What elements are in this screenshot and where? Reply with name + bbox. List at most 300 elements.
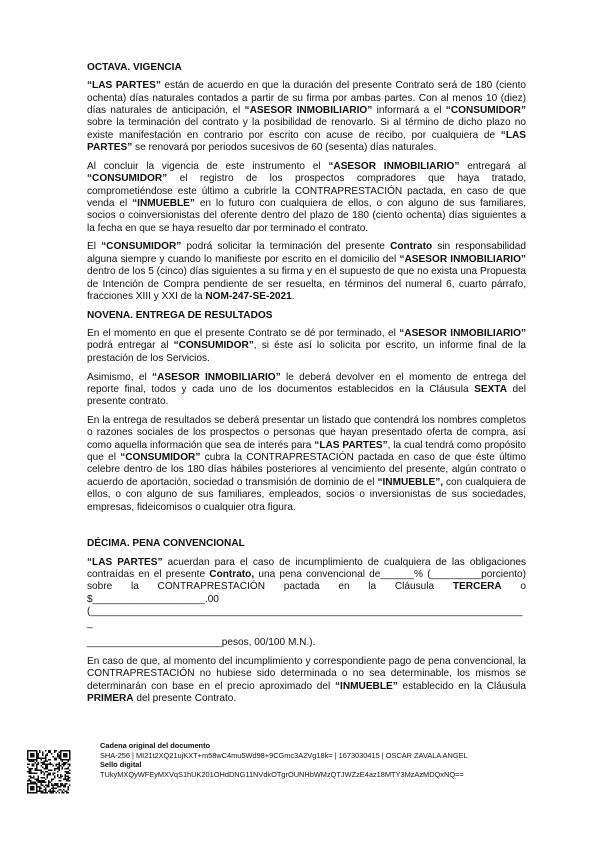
qr-module [32, 792, 34, 794]
text-run: En la entrega de resultados se deberá presentar un listado que contendrá los nombres completos o razones sociales de los prospectos o personas que hayan presentado oferta de compra, así como aquella información que sea de interés para [87, 415, 526, 451]
qr-module [65, 768, 67, 770]
qr-module [36, 765, 38, 767]
qr-module [41, 792, 43, 794]
bold-text: SEXTA [474, 383, 507, 395]
qr-module [62, 783, 64, 785]
qr-module [27, 789, 29, 791]
qr-module [30, 753, 32, 755]
bold-text: “LAS PARTES” [87, 129, 526, 154]
qr-module [50, 762, 52, 764]
qr-module [65, 756, 67, 758]
qr-module [60, 783, 62, 785]
qr-module [29, 760, 31, 762]
qr-module [60, 751, 62, 753]
qr-module [48, 750, 50, 752]
qr-module [41, 784, 43, 786]
qr-module [41, 777, 43, 779]
qr-module [47, 763, 49, 765]
clause-heading: OCTAVA. VIGENCIA [87, 62, 182, 73]
qr-module [65, 753, 67, 755]
qr-module [57, 768, 59, 770]
qr-module [36, 789, 38, 791]
qr-module [69, 753, 71, 755]
qr-module [42, 771, 44, 773]
qr-module [63, 778, 65, 780]
document-body [87, 62, 526, 712]
qr-module [60, 753, 62, 755]
qr-module [27, 753, 29, 755]
text-run: , la cual tendrá como propósito que el [87, 439, 527, 464]
qr-module [35, 768, 37, 770]
qr-module [51, 769, 53, 771]
qr-module [65, 759, 67, 761]
qr-module [56, 765, 58, 767]
qr-module [35, 759, 37, 761]
cadena-value: SHA-256 | MI21t2XQ21ujKXT+m58wC4mu5Wd98+9CGmc3A2Vg18k= | 1673030415 | OSCAR ZAVALA ANGEL [100, 750, 468, 760]
qr-module [53, 784, 55, 786]
qr-module [29, 792, 31, 794]
qr-module [59, 792, 61, 794]
qr-module [30, 781, 32, 783]
text-run: Al concluir la vigencia de este instrumento el [87, 160, 329, 172]
qr-module [65, 750, 67, 752]
qr-module [41, 765, 43, 767]
text-run: sobre la terminación del contrato y la posibilidad de renovarlo. Si al término de dicho plazo no existe manifestación en contrario por escrito con acuse de recibo, por cualquiera de [87, 117, 526, 141]
qr-module [59, 766, 61, 768]
qr-module [45, 756, 47, 758]
text-run: cubra la CONTRAPRESTACIÓN pactada en caso de que éste último celebre dentro de los 180 días hábiles posteriores al vencimiento del presente, algún contrato o acuerdo de aportación, sociedad o transmisión de dominio de el [87, 452, 526, 488]
clause-heading: NOVENA. ENTREGA DE RESULTADOS [87, 309, 273, 321]
qr-module [44, 777, 46, 779]
qr-module [66, 772, 68, 774]
qr-module [65, 777, 67, 779]
qr-module [29, 772, 31, 774]
text-run: sin responsabilidad alguna siempre y cuando lo manifieste por escrito en el domicilio del [87, 241, 526, 265]
bold-text: “ASESOR INMOBILIARIO” [399, 253, 526, 265]
qr-module [48, 786, 50, 788]
qr-module [32, 763, 34, 765]
qr-module [68, 771, 70, 773]
qr-module [33, 777, 35, 779]
qr-module [54, 759, 56, 761]
qr-module [41, 757, 43, 759]
qr-module [59, 777, 61, 779]
qr-module [27, 784, 29, 786]
text-run: informará a el [372, 105, 446, 117]
qr-module [47, 774, 49, 776]
qr-module [57, 786, 59, 788]
bold-text: “ASESOR INMOBILIARIO” [152, 371, 281, 383]
qr-module [29, 769, 31, 771]
qr-module [68, 750, 70, 752]
qr-module [65, 778, 67, 780]
qr-module [53, 778, 55, 780]
qr-module [54, 784, 56, 786]
qr-module [68, 760, 70, 762]
bold-text: “ASESOR INMOBILIARIO” [244, 105, 373, 117]
qr-module [42, 751, 44, 753]
qr-module [65, 783, 67, 785]
qr-module [42, 757, 44, 759]
qr-module [68, 759, 70, 761]
qr-module [60, 780, 62, 782]
qr-module [36, 763, 38, 765]
qr-module [32, 783, 34, 785]
qr-module [68, 778, 70, 780]
paragraph [87, 557, 526, 631]
text-run: entregará al [459, 160, 526, 172]
qr-module [47, 792, 49, 794]
bold-text: “INMUEBLE”, [377, 476, 444, 488]
qr-module [30, 771, 32, 773]
qr-module [57, 771, 59, 773]
qr-module [54, 787, 56, 789]
bold-text: “INMUEBLE” [334, 680, 398, 692]
qr-module [53, 789, 55, 791]
qr-module [33, 792, 35, 794]
qr-module [51, 792, 53, 794]
qr-module [35, 783, 37, 785]
qr-module [54, 772, 56, 774]
qr-module [48, 783, 50, 785]
qr-module [65, 762, 67, 764]
qr-module [69, 777, 71, 779]
qr-module [54, 775, 56, 777]
qr-module [29, 750, 31, 752]
qr-module [56, 763, 58, 765]
qr-module [60, 777, 62, 779]
qr-module [68, 789, 70, 791]
qr-module [45, 778, 47, 780]
qr-module [50, 792, 52, 794]
qr-module [68, 792, 70, 794]
qr-module [45, 784, 47, 786]
qr-module [32, 756, 34, 758]
qr-module [32, 765, 34, 767]
qr-module [44, 789, 46, 791]
qr-module [44, 760, 46, 762]
bold-text: “LAS PARTES” [87, 556, 163, 568]
qr-module [57, 754, 59, 756]
qr-module [36, 772, 38, 774]
text-run: establecido en la Cláusula [397, 680, 526, 692]
qr-module [45, 768, 47, 770]
qr-module [36, 757, 38, 759]
text-run: con cualquiera de ellos, o con alguno de sus familiares, empleados, socios o inversionistas de sus sociedades, empresas, fideicomisos o cualquier otra figura. [87, 476, 526, 513]
qr-module [66, 783, 68, 785]
qr-module [66, 750, 68, 752]
qr-module [63, 750, 65, 752]
qr-module [29, 778, 31, 780]
qr-module [36, 780, 38, 782]
qr-module [45, 792, 47, 794]
qr-module [44, 774, 46, 776]
qr-module [69, 765, 71, 767]
qr-module [50, 769, 52, 771]
qr-module [33, 753, 35, 755]
qr-module [69, 756, 71, 758]
qr-module [56, 783, 58, 785]
qr-module [45, 757, 47, 759]
qr-module [33, 775, 35, 777]
qr-module [56, 784, 58, 786]
qr-module [65, 771, 67, 773]
qr-module [36, 754, 38, 756]
text-run: dentro de los 5 (cinco) días siguientes a su firma y en el supuesto de que no exista una Propuesta de Intención de Compra pendiente de ser resuelta, en términos del numeral 6, cuarto párrafo, fracciones XIII y XXI de la [87, 266, 526, 302]
qr-module [47, 766, 49, 768]
qr-module [42, 754, 44, 756]
digital-signature-footer [100, 741, 468, 779]
text-run: acuerdan para el caso de incumplimiento de cualquiera de las obligaciones contraídas en el presente [87, 556, 526, 581]
qr-module [38, 780, 40, 782]
qr-module [33, 765, 35, 767]
qr-module [68, 766, 70, 768]
qr-module [30, 787, 32, 789]
qr-module [66, 771, 68, 773]
qr-module [36, 786, 38, 788]
qr-module [56, 757, 58, 759]
qr-module [35, 792, 37, 794]
qr-module [38, 769, 40, 771]
qr-module [48, 769, 50, 771]
qr-module [35, 762, 37, 764]
bold-text: “CONSUMIDOR” [101, 241, 182, 253]
qr-module [32, 789, 34, 791]
qr-module [65, 775, 67, 777]
qr-module [41, 781, 43, 783]
qr-module [60, 756, 62, 758]
qr-module [27, 750, 29, 752]
qr-module [53, 756, 55, 758]
text-run: . [291, 290, 295, 302]
qr-module [39, 780, 41, 782]
qr-module [39, 786, 41, 788]
qr-module [36, 768, 38, 770]
qr-module [68, 786, 70, 788]
qr-module [36, 759, 38, 761]
qr-module [39, 757, 41, 759]
qr-module [44, 762, 46, 764]
qr-module [68, 777, 70, 779]
qr-module [68, 772, 70, 774]
qr-module [69, 754, 71, 756]
text-run: se renovará por periodos sucesivos de 60 (sesenta) días naturales. [132, 142, 437, 154]
qr-module [60, 750, 62, 752]
qr-module [27, 786, 29, 788]
qr-module [51, 780, 53, 782]
qr-module [29, 783, 31, 785]
qr-module [57, 756, 59, 758]
qr-module [36, 751, 38, 753]
qr-module [32, 777, 34, 779]
qr-module [62, 750, 64, 752]
qr-module [39, 750, 41, 752]
qr-module [65, 754, 67, 756]
qr-module [66, 759, 68, 761]
qr-module [60, 775, 62, 777]
text-run: están de acuerdo en que la duración del presente Contrato será de 180 (ciento ochenta) días naturales contados a partir de su firma por ambas partes. Con al menos 10 (diez) días naturales de anticipación, el [87, 80, 527, 117]
qr-module [62, 759, 64, 761]
qr-module [45, 781, 47, 783]
qr-module [47, 768, 49, 770]
qr-module [33, 787, 35, 789]
qr-module [54, 783, 56, 785]
qr-module [56, 768, 58, 770]
qr-module [69, 759, 71, 761]
qr-module [29, 759, 31, 761]
qr-module [30, 760, 32, 762]
qr-module [33, 754, 35, 756]
qr-module [63, 765, 65, 767]
qr-module [63, 789, 65, 791]
qr-module [39, 789, 41, 791]
text-run: podrá entregar al [87, 340, 174, 352]
bold-text: NOM-247-SE-2021 [205, 290, 292, 302]
qr-module [32, 760, 34, 762]
qr-module [60, 786, 62, 788]
qr-module [65, 786, 67, 788]
qr-module [66, 762, 68, 764]
qr-module [63, 756, 65, 758]
qr-module [30, 792, 32, 794]
qr-module [42, 784, 44, 786]
qr-module [50, 789, 52, 791]
qr-module [27, 783, 29, 785]
qr-module [62, 760, 64, 762]
paragraph [87, 328, 526, 365]
qr-module [56, 759, 58, 761]
qr-module [66, 753, 68, 755]
qr-module [62, 763, 64, 765]
qr-module [45, 789, 47, 791]
qr-module [32, 787, 34, 789]
qr-module [66, 792, 68, 794]
paragraph [87, 241, 526, 303]
qr-module [38, 778, 40, 780]
qr-module [33, 763, 35, 765]
bold-text: “LAS PARTES” [87, 80, 161, 92]
cadena-label: Cadena original del documento [100, 740, 211, 750]
qr-module [63, 786, 65, 788]
clause-heading: DÉCIMA. PENA CONVENCIONAL [87, 538, 245, 550]
qr-module [33, 759, 35, 761]
qr-module [68, 780, 70, 782]
qr-module [50, 781, 52, 783]
qr-module [57, 753, 59, 755]
text-run: del presente Contrato. [133, 693, 237, 705]
qr-module [50, 759, 52, 761]
qr-module [60, 774, 62, 776]
qr-module [42, 762, 44, 764]
spacer [0, 712, 612, 742]
qr-module [66, 780, 68, 782]
qr-module [50, 774, 52, 776]
qr-module [38, 757, 40, 759]
bold-text: PRIMERA [87, 693, 134, 705]
qr-module [54, 777, 56, 779]
qr-module [29, 780, 31, 782]
qr-module [27, 763, 29, 765]
qr-module [62, 784, 64, 786]
qr-module [32, 759, 34, 761]
text-run: El [87, 241, 102, 253]
qr-module [27, 759, 29, 761]
qr-module [63, 762, 65, 764]
qr-module [29, 763, 31, 765]
qr-module [44, 781, 46, 783]
qr-module [42, 777, 44, 779]
qr-module [44, 757, 46, 759]
qr-module [48, 774, 50, 776]
qr-module [32, 754, 34, 756]
qr-module [54, 769, 56, 771]
qr-module [48, 784, 50, 786]
paragraph [87, 656, 526, 705]
qr-module [59, 763, 61, 765]
qr-module [36, 792, 38, 794]
qr-module [42, 780, 44, 782]
paragraph [87, 637, 526, 649]
qr-module [36, 783, 38, 785]
qr-module [59, 751, 61, 753]
text-run: el registro de los prospectos compradores que haya tratado, comprometiéndose este último a cubrirle la CONTRAPRESTACIÓN pactada, en caso de que venda el [87, 173, 526, 209]
qr-module [44, 786, 46, 788]
qr-module [50, 772, 52, 774]
qr-module [36, 787, 38, 789]
qr-module [30, 768, 32, 770]
qr-module [47, 771, 49, 773]
qr-module [32, 753, 34, 755]
qr-module [59, 765, 61, 767]
qr-module [59, 769, 61, 771]
qr-module [42, 766, 44, 768]
bold-text: “ASESOR INMOBILIARIO” [399, 328, 526, 340]
qr-module [51, 778, 53, 780]
bold-text: “CONSUMIDOR” [445, 105, 526, 117]
qr-module [45, 750, 47, 752]
qr-module [47, 753, 49, 755]
qr-module [51, 763, 53, 765]
qr-module [29, 771, 31, 773]
bold-text: “INMUEBLE” [132, 197, 195, 209]
bold-text: Contrato [390, 241, 433, 253]
qr-module [56, 792, 58, 794]
qr-module [63, 763, 65, 765]
qr-module [60, 759, 62, 761]
qr-module [27, 792, 29, 794]
qr-module [59, 768, 61, 770]
qr-module [30, 750, 32, 752]
qr-module [59, 789, 61, 791]
clause-section [87, 310, 526, 514]
text-run: En el momento en que el presente Contrato se dé por terminado, el [87, 328, 400, 340]
qr-module [35, 778, 37, 780]
qr-module [27, 771, 29, 773]
qr-module [32, 786, 34, 788]
sello-value: TUkyMXQyWFEyMXVqS1hUK201OHdDNG11NVdkOTgrOUNHbWMzQTJWZzE4az18MTY3MzAzMDQxNQ== [100, 769, 464, 779]
text-run: del presente contrato. [87, 383, 526, 408]
qr-module [63, 753, 65, 755]
qr-module [54, 750, 56, 752]
qr-module [62, 775, 64, 777]
qr-module [39, 781, 41, 783]
qr-module [41, 772, 43, 774]
qr-module [54, 768, 56, 770]
qr-module [45, 760, 47, 762]
qr-module [29, 768, 31, 770]
qr-module [41, 771, 43, 773]
qr-module [36, 753, 38, 755]
